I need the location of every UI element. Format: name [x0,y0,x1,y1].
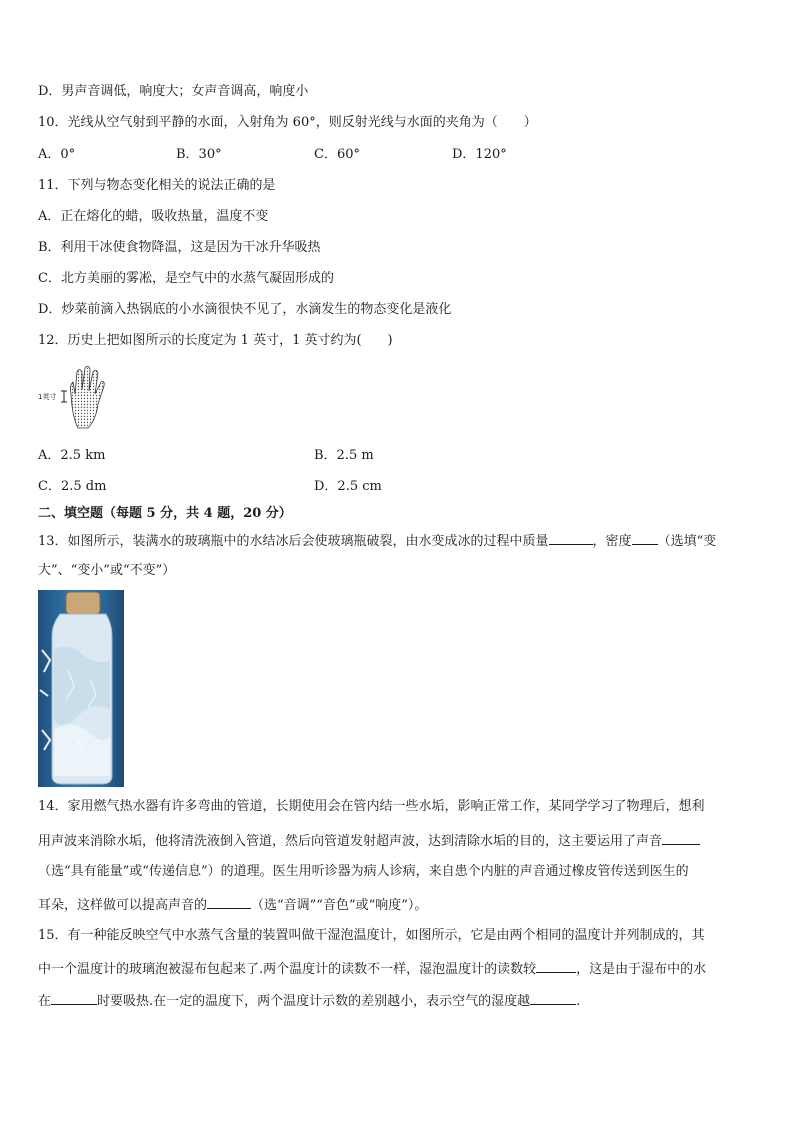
q14-blank-sound [662,832,700,845]
q13-line-1 [38,532,716,550]
q10-option-c: C．60° [314,147,360,162]
q10-stem: 10．光线从空气射到平静的水面，入射角为 60°，则反射光线与水面的夹角为（ ） [38,115,537,130]
q15-blank-process [51,992,97,1005]
q12-stem: 12．历史上把如图所示的长度定为 1 英寸，1 英寸约为( ) [38,333,393,348]
q13-text-b: ，密度 [592,534,632,549]
q11-option-b: B．利用干冰使食物降温，这是因为干冰升华吸热 [38,240,321,255]
q11-option-a: A．正在熔化的蜡，吸收热量，温度不变 [38,209,269,224]
frozen-bottle-photo [38,590,124,787]
q14-line-3: （选“具有能量”或“传递信息”）的道理。医生用听诊器为病人诊病，来自患个内脏的声音通过橡皮管传送到医生的 [38,864,689,879]
q12-option-c: C．2.5 dm [38,479,107,494]
q9-option-d: D．男声音调低，响度大；女声音调高，响度小 [38,84,309,99]
q14-line-1: 14．家用燃气热水器有许多弯曲的管道，长期使用会在管内结一些水垢，影响正常工作，某同学学习了物理后，想利 [38,799,705,814]
q13-line-2: 大”、“变小”或“不变”） [38,563,176,578]
q15-text-2a: 中一个温度计的玻璃泡被湿布包起来了.两个温度计的读数不一样，湿泡温度计的读数较 [38,962,537,977]
q11-option-d: D．炒菜前滴入热锅底的小水滴很快不见了，水滴发生的物态变化是液化 [38,302,452,317]
q14-blank-property [207,896,251,909]
q13-blank-density [632,532,658,545]
q15-blank-reading [536,960,576,973]
q12-option-b: B．2.5 m [314,448,374,463]
q13-text-a: 13．如图所示，装满水的玻璃瓶中的水结冰后会使玻璃瓶破裂，由水变成冰的过程中质量 [38,534,549,549]
hand-inch-figure [38,364,110,434]
q14-text-4a: 耳朵，这样做可以提高声音的 [38,898,208,913]
q15-line-2 [38,960,706,978]
inch-label: 1英寸 [38,393,57,401]
q14-text-2: 用声波来消除水垢，他将清洗液倒入管道，然后向管道发射超声波，达到清除水垢的目的，这主要运用了声音 [38,834,663,849]
q10-option-b: B．30° [176,147,222,162]
q11-stem: 11．下列与物态变化相关的说法正确的是 [38,178,276,193]
q14-text-4b: （选“音调”“音色”或“响度”）。 [251,898,428,913]
q15-text-2b: ，这是由于湿布中的水 [576,962,707,977]
q13-blank-mass [549,532,593,545]
q15-text-3a: 在 [38,994,52,1009]
q14-line-2 [38,832,700,850]
q12-option-d: D．2.5 cm [314,479,382,494]
q15-line-3 [38,992,580,1010]
q15-blank-humidity [530,992,576,1005]
q10-option-d: D．120° [452,147,507,162]
q10-option-a: A．0° [38,147,76,162]
q12-option-a: A．2.5 km [38,448,106,463]
q15-line-1: 15．有一种能反映空气中水蒸气含量的装置叫做干湿泡温度计，如图所示，它是由两个相同的温度计并列制成的，其 [38,928,705,943]
q15-text-3b: 时要吸热.在一定的温度下，两个温度计示数的差别越小，表示空气的湿度越 [97,994,531,1009]
q14-line-4 [38,896,427,914]
q11-option-c: C．北方美丽的雾凇，是空气中的水蒸气凝固形成的 [38,271,334,286]
section-title: 二、填空题（每题 5 分，共 4 题，20 分） [38,506,292,521]
q15-text-3c: . [576,994,581,1009]
q13-text-c: （选填“变 [657,534,717,549]
